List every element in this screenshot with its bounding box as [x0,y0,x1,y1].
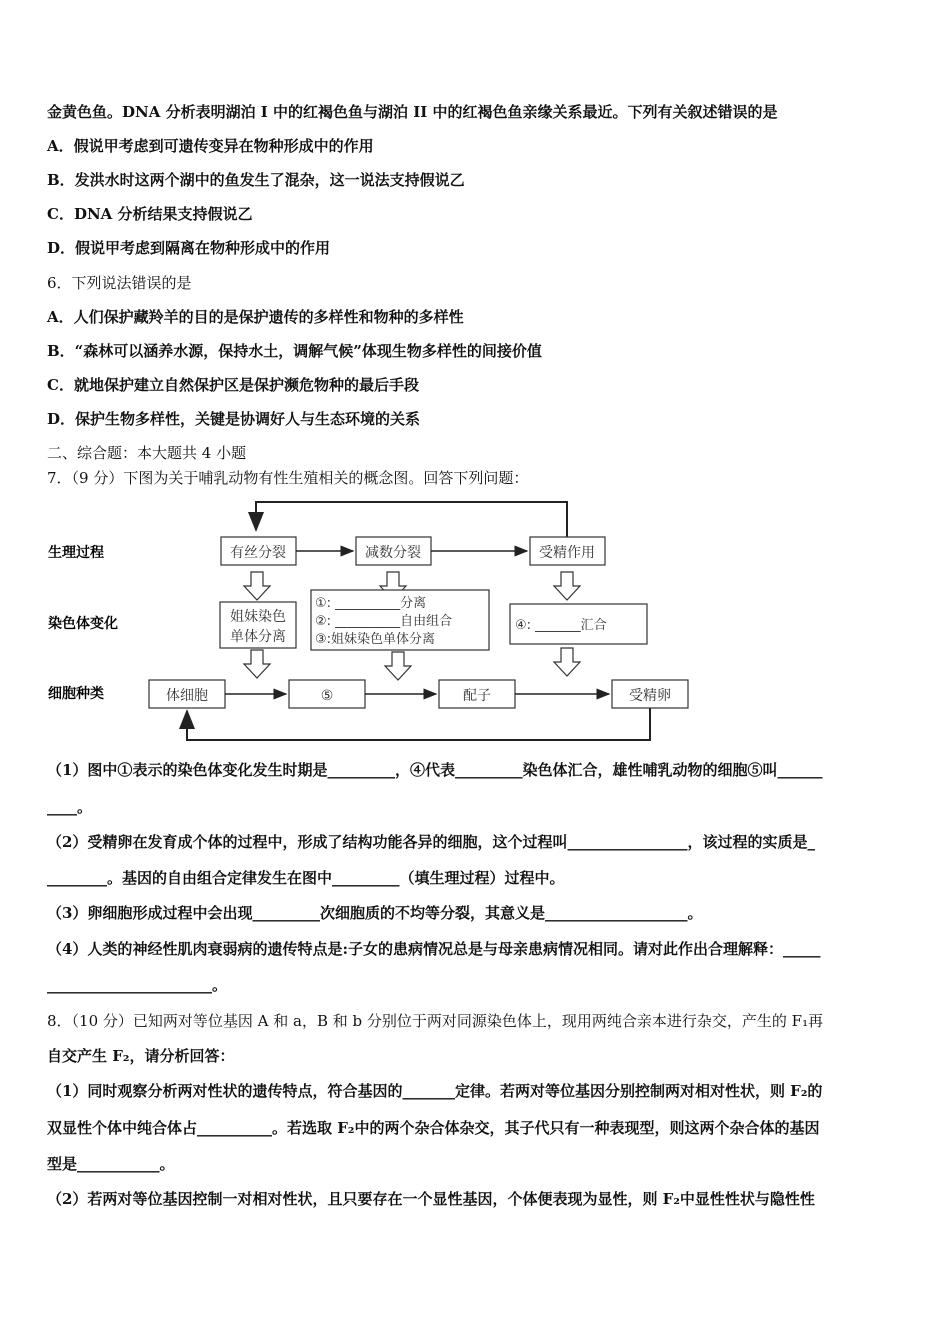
box-meiosis-label: 减数分裂 [365,545,421,561]
text-line: ________。基因的自由组合定律发生在图中_________（填生理过程）过程中。 [47,869,565,887]
text-line: 金黄色鱼。DNA 分析表明湖泊 I 中的红褐色鱼与湖泊 II 中的红褐色鱼亲缘关系最近。下列有关叙述错误的是 [47,103,778,121]
text-line: C．就地保护建立自然保护区是保护濒危物种的最后手段 [47,376,419,394]
text-line: B．“森林可以涵养水源，保持水土，调解气候”体现生物多样性的间接价值 [47,342,542,360]
row-label-chromosome: 染色体变化 [48,616,118,632]
hollow-arrow-1 [244,572,270,600]
text-line: （1）图中①表示的染色体变化发生时期是_________，④代表_________染色体汇合，雄性哺乳动物的细胞⑤叫______ [47,761,823,779]
row-label-cell-type: 细胞种类 [48,686,104,702]
cell-5-label: ⑤ [320,688,334,704]
text-line: D．保护生物多样性，关键是协调好人与生态环境的关系 [47,410,421,428]
text-line: A．假说甲考虑到可遗传变异在物种形成中的作用 [47,137,374,155]
text-line: A．人们保护藏羚羊的目的是保护遗传的多样性和物种的多样性 [47,308,464,326]
text-line: 6．下列说法错误的是 [47,274,192,292]
text-line: （2）受精卵在发育成个体的过程中，形成了结构功能各异的细胞，这个过程叫________________，该过程的实质是_ [47,833,815,851]
hollow-arrow-6 [554,648,580,676]
fertilization-change: ④: _______汇合 [515,618,607,633]
loop-arrow-top [256,502,567,537]
text-line: 型是___________。 [47,1155,175,1173]
cell-zygote-label: 受精卵 [629,688,671,704]
meiosis-change-2: ②: __________自由组合 [315,614,453,629]
mitosis-change-line2: 单体分离 [230,629,286,645]
meiosis-change-3: ③:姐妹染色单体分离 [315,632,436,647]
text-line: B．发洪水时这两个湖中的鱼发生了混杂，这一说法支持假说乙 [47,171,465,189]
text-line: 7．（9 分）下图为关于哺乳动物有性生殖相关的概念图。回答下列问题： [47,469,529,487]
concept-diagram [40,492,720,752]
text-line: （4）人类的神经性肌肉衰弱病的遗传特点是:子女的患病情况总是与母亲患病情况相同。请对此作出合理解释：_____ [47,940,821,958]
text-line: （2）若两对等位基因控制一对相对性状，且只要存在一个显性基因，个体便表现为显性，则 F₂中显性性状与隐性性 [47,1190,815,1208]
text-line: 二、综合题：本大题共 4 小题 [47,444,247,462]
text-line: 双显性个体中纯合体占__________。若选取 F₂中的两个杂合体杂交，其子代只有一种表现型，则这两个杂合体的基因 [47,1119,820,1137]
text-line: （1）同时观察分析两对性状的遗传特点，符合基因的_______定律。若两对等位基因分别控制两对相对性状，则 F₂的 [47,1082,823,1100]
text-line: 自交产生 F₂，请分析回答： [47,1047,235,1065]
row-label-process: 生理过程 [48,545,104,561]
text-line: ______________________。 [47,976,228,994]
cell-gamete-label: 配子 [463,688,491,704]
hollow-arrow-4 [244,650,270,678]
loop-arrow-bottom [187,708,650,740]
mitosis-change-line1: 姐妹染色 [230,609,286,625]
text-line: 8．（10 分）已知两对等位基因 A 和 a，B 和 b 分别位于两对同源染色体上，现用两纯合亲本进行杂交，产生的 F₁再 [47,1012,824,1030]
box-mitosis-label: 有丝分裂 [230,545,286,561]
text-line: D．假说甲考虑到隔离在物种形成中的作用 [47,239,331,257]
meiosis-change-1: ①: __________分离 [315,596,427,611]
text-line: ____。 [47,798,93,816]
hollow-arrow-3 [554,572,580,600]
cell-somatic-label: 体细胞 [166,688,208,704]
hollow-arrow-5 [385,652,411,680]
text-line: C．DNA 分析结果支持假说乙 [47,205,253,223]
text-line: （3）卵细胞形成过程中会出现_________次细胞质的不均等分裂，其意义是___________________。 [47,904,703,922]
box-fertilization-label: 受精作用 [539,545,595,561]
